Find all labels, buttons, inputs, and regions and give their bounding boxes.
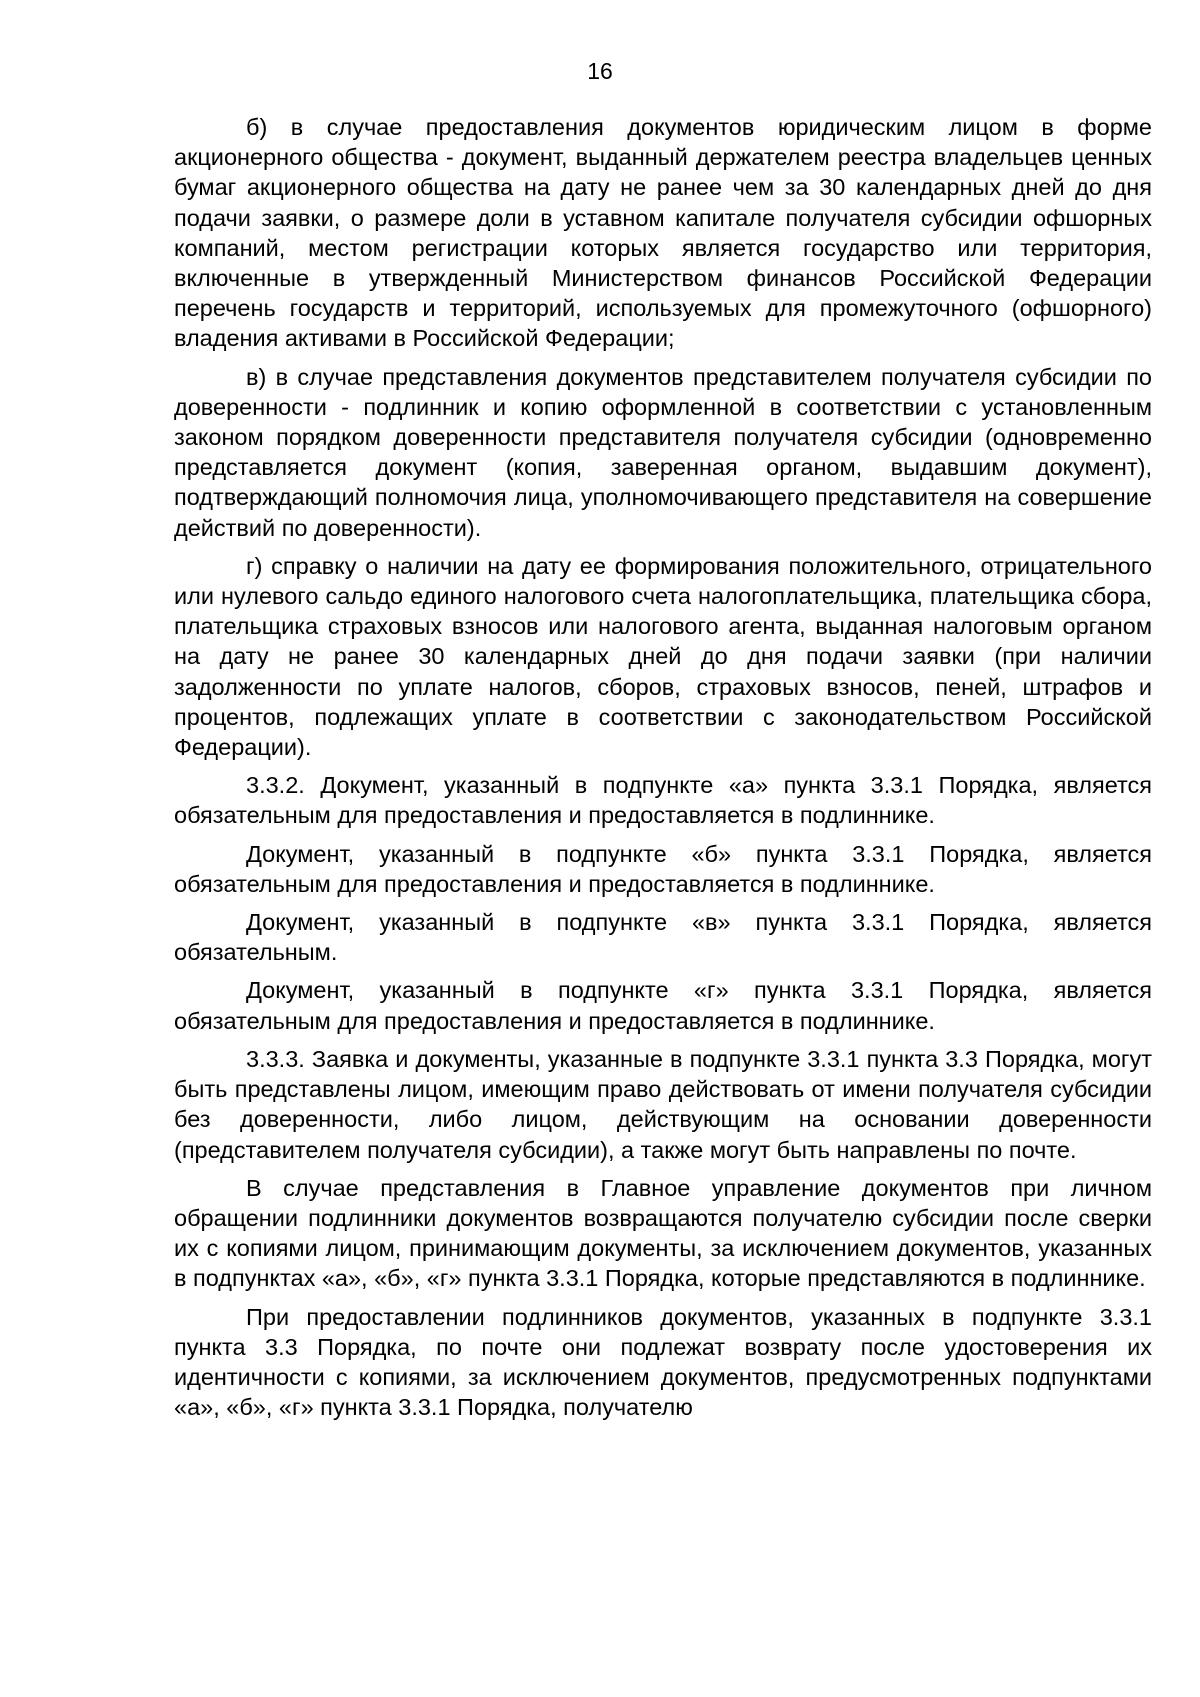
page-number: 16 [587, 58, 613, 84]
paragraph-personal-submission: В случае представления в Главное управление документов при личном обращении подлинники документов возвращаются получателю субсидии после сверки их с копиями лицом, принимающим документы, за исключением документов, указанных в подпунктах «а», «б», «г» пункта 3.3.1 Порядка, которые представляются в подлиннике. [174, 1174, 1152, 1292]
paragraph-3-3-2: 3.3.2. Документ, указанный в подпункте «а» пункта 3.3.1 Порядка, является обязательным для предоставления и предоставляется в подлиннике. [174, 772, 1152, 829]
paragraph-document-v: Документ, указанный в подпункте «в» пункта 3.3.1 Порядка, является обязательным. [174, 909, 1152, 966]
paragraph-subitem-b: б) в случае предоставления документов юридическим лицом в форме акционерного общества - документ, выданный держателем реестра владельцев ценных бумаг акционерного общества на дату не ранее чем за 30 календарных дней до дня подачи заявки, о размере доли в уставном капитале получателя субсидии офшорных компаний, местом регистрации которых является государство или территория, включенные в утвержденный Министерством финансов Российской Федерации перечень государств и территорий, используемых для промежуточного (офшорного) владения активами в Российской Федерации; [174, 114, 1152, 352]
paragraph-document-b: Документ, указанный в подпункте «б» пункта 3.3.1 Порядка, является обязательным для предоставления и предоставляется в подлиннике. [174, 840, 1152, 897]
paragraph-document-g: Документ, указанный в подпункте «г» пункта 3.3.1 Порядка, является обязательным для предоставления и предоставляется в подлиннике. [174, 977, 1152, 1034]
document-body [174, 112, 1152, 1430]
paragraph-3-3-3: 3.3.3. Заявка и документы, указанные в подпункте 3.3.1 пункта 3.3 Порядка, могут быть представлены лицом, имеющим право действовать от имени получателя субсидии без доверенности, либо лицом, действующим на основании доверенности (представителем получателя субсидии), а также могут быть направлены по почте. [174, 1045, 1152, 1163]
paragraph-subitem-v: в) в случае представления документов представителем получателя субсидии по доверенности - подлинник и копию оформленной в соответствии с установленным законом порядком доверенности представителя получателя субсидии (одновременно представляется документ (копия, заверенная органом, выдавшим документ), подтверждающий полномочия лица, уполномочивающего представителя на совершение действий по доверенности). [174, 363, 1152, 541]
paragraph-subitem-g: г) справку о наличии на дату ее формирования положительного, отрицательного или нулевого сальдо единого налогового счета налогоплательщика, плательщика сбора, плательщика страховых взносов или налогового агента, выданная налоговым органом на дату не ранее 30 календарных дней до дня подачи заявки (при наличии задолженности по уплате налогов, сборов, страховых взносов, пеней, штрафов и процентов, подлежащих уплате в соответствии с законодательством Российской Федерации). [174, 552, 1152, 761]
paragraph-postal-submission: При предоставлении подлинников документов, указанных в подпункте 3.3.1 пункта 3.3 Порядка, по почте они подлежат возврату после удостоверения их идентичности с копиями, за исключением документов, предусмотренных подпунктами «а», «б», «г» пункта 3.3.1 Порядка, получателю [174, 1303, 1152, 1421]
